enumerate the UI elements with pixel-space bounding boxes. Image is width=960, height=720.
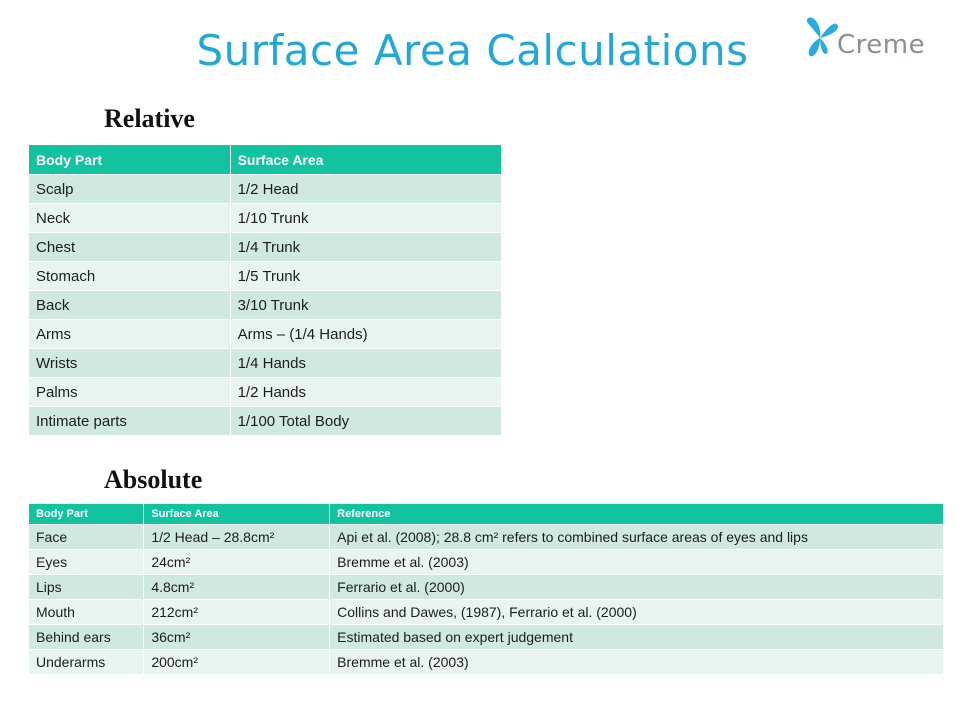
table-header-row <box>29 504 944 525</box>
table-cell: 1/100 Total Body <box>230 407 501 436</box>
table-cell: Scalp <box>29 175 231 204</box>
table-cell: Bremme et al. (2003) <box>330 550 944 575</box>
table-cell: 3/10 Trunk <box>230 291 501 320</box>
column-header: Surface Area <box>144 504 330 525</box>
absolute-table <box>28 503 944 675</box>
relative-heading: Relative <box>104 104 195 133</box>
table-row <box>29 407 502 436</box>
table-row <box>29 550 944 575</box>
table-cell: Lips <box>29 575 144 600</box>
table-row <box>29 291 502 320</box>
table-cell: Mouth <box>29 600 144 625</box>
creme-logo <box>800 14 935 72</box>
table-cell: 1/5 Trunk <box>230 262 501 291</box>
slide-title: Surface Area Calculations <box>196 26 749 75</box>
table-cell: Collins and Dawes, (1987), Ferrario et al. (2000) <box>330 600 944 625</box>
table-cell: Bremme et al. (2003) <box>330 650 944 675</box>
table-cell: Chest <box>29 233 231 262</box>
table-cell: 1/4 Hands <box>230 349 501 378</box>
column-header: Body Part <box>29 504 144 525</box>
column-header: Surface Area <box>230 145 501 175</box>
table-row <box>29 233 502 262</box>
column-header: Reference <box>330 504 944 525</box>
table-row <box>29 349 502 378</box>
table-cell: 1/4 Trunk <box>230 233 501 262</box>
table-cell: Face <box>29 525 144 550</box>
table-header-row <box>29 145 502 175</box>
table-cell: 200cm² <box>144 650 330 675</box>
table-cell: 1/10 Trunk <box>230 204 501 233</box>
table-cell: Stomach <box>29 262 231 291</box>
table-cell: 36cm² <box>144 625 330 650</box>
table-row <box>29 175 502 204</box>
table-row <box>29 575 944 600</box>
table-cell: Api et al. (2008); 28.8 cm² refers to combined surface areas of eyes and lips <box>330 525 944 550</box>
table-cell: 212cm² <box>144 600 330 625</box>
table-cell: 24cm² <box>144 550 330 575</box>
table-cell: 1/2 Head – 28.8cm² <box>144 525 330 550</box>
table-row <box>29 650 944 675</box>
table-row <box>29 320 502 349</box>
table-row <box>29 600 944 625</box>
butterfly-icon <box>800 16 840 62</box>
table-cell: Underarms <box>29 650 144 675</box>
relative-table <box>28 144 502 436</box>
table-row <box>29 525 944 550</box>
table-row <box>29 262 502 291</box>
table-cell: 1/2 Hands <box>230 378 501 407</box>
table-cell: Arms <box>29 320 231 349</box>
table-cell: Neck <box>29 204 231 233</box>
table-cell: Estimated based on expert judgement <box>330 625 944 650</box>
table-row <box>29 204 502 233</box>
table-cell: Behind ears <box>29 625 144 650</box>
column-header: Body Part <box>29 145 231 175</box>
table-cell: Wrists <box>29 349 231 378</box>
table-cell: 4.8cm² <box>144 575 330 600</box>
table-cell: Palms <box>29 378 231 407</box>
logo-wordmark: Creme <box>837 30 926 60</box>
table-cell: Eyes <box>29 550 144 575</box>
table-cell: Intimate parts <box>29 407 231 436</box>
absolute-heading: Absolute <box>104 465 203 494</box>
table-row <box>29 378 502 407</box>
table-row <box>29 625 944 650</box>
table-cell: Arms – (1/4 Hands) <box>230 320 501 349</box>
table-cell: Ferrario et al. (2000) <box>330 575 944 600</box>
table-cell: 1/2 Head <box>230 175 501 204</box>
table-cell: Back <box>29 291 231 320</box>
